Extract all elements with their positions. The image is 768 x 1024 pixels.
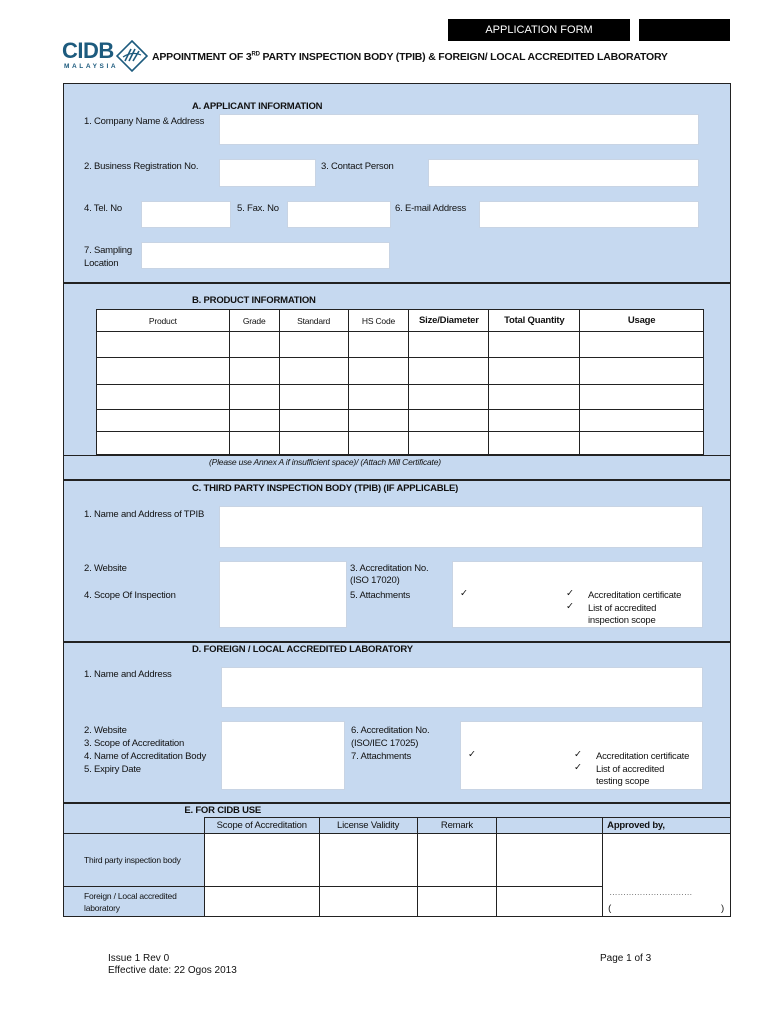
- table-cell[interactable]: [417, 834, 497, 887]
- label-tel-no: 4. Tel. No: [84, 203, 122, 214]
- label-tpib-website: 2. Website: [84, 563, 127, 574]
- table-cell[interactable]: [279, 358, 348, 385]
- business-registration-field[interactable]: [219, 159, 316, 187]
- cidb-logo: [62, 38, 150, 74]
- lab-attachment-accreditation-certificate: Accreditation certificate: [596, 751, 690, 762]
- header-black-box: [639, 19, 730, 41]
- table-cell[interactable]: [97, 432, 230, 455]
- section-e-heading: E. FOR CIDB USE: [204, 804, 730, 818]
- table-cell[interactable]: [409, 385, 489, 410]
- table-cell[interactable]: [229, 410, 279, 432]
- label-business-registration: 2. Business Registration No.: [84, 161, 199, 172]
- col-header-grade: Grade: [229, 310, 279, 332]
- footer-issue-rev: Issue 1 Rev 0: [108, 953, 170, 964]
- label-fax-no: 5. Fax. No: [237, 203, 279, 214]
- product-table: [96, 309, 704, 455]
- table-cell[interactable]: [409, 432, 489, 455]
- table-cell[interactable]: [489, 432, 580, 455]
- table-cell[interactable]: [580, 358, 704, 385]
- table-cell[interactable]: [348, 332, 409, 358]
- table-cell[interactable]: [580, 332, 704, 358]
- table-cell[interactable]: [229, 432, 279, 455]
- section-e-cidb-use-table: [63, 803, 731, 917]
- section-b-product-information: [63, 283, 731, 480]
- label-lab-attachments: 7. Attachments: [351, 751, 412, 762]
- label-lab-name-address: 1. Name and Address: [84, 669, 172, 680]
- table-row: [97, 385, 704, 410]
- table-cell[interactable]: [279, 385, 348, 410]
- table-cell[interactable]: [348, 410, 409, 432]
- table-cell[interactable]: [348, 358, 409, 385]
- section-c-heading: C. THIRD PARTY INSPECTION BODY (TPIB) (IF APPLICABLE): [192, 483, 459, 494]
- col-header-scope-of-accreditation: Scope of Accreditation: [204, 818, 319, 834]
- section-c-third-party-inspection-body: [63, 480, 731, 642]
- col-header-size-diameter: Size/Diameter: [409, 310, 489, 332]
- col-header-blank: [497, 818, 603, 834]
- table-cell[interactable]: [97, 410, 230, 432]
- table-cell[interactable]: [489, 385, 580, 410]
- signature-paren-close: ): [721, 903, 724, 914]
- logo-subtext: MALAYSIA: [64, 63, 119, 70]
- table-cell[interactable]: [409, 358, 489, 385]
- table-cell[interactable]: [497, 887, 603, 917]
- company-name-address-field[interactable]: [219, 114, 699, 145]
- label-scope-of-inspection: 4. Scope Of Inspection: [84, 590, 176, 601]
- row-label-third-party-inspection-body: Third party inspection body: [64, 834, 205, 887]
- form-title: APPOINTMENT OF 3RD PARTY INSPECTION BODY (TPIB) & FOREIGN/ LOCAL ACCREDITED LABORATORY: [152, 51, 668, 63]
- lab-attachment-list-of-scope: List of accredited testing scope: [596, 764, 665, 787]
- tpib-name-address-field[interactable]: [219, 506, 703, 548]
- col-header-license-validity: License Validity: [319, 818, 417, 834]
- tpib-list-checkmark-icon: ✓: [566, 601, 574, 612]
- product-table-note: (Please use Annex A if insufficient space)/ (Attach Mill Certificate): [209, 457, 441, 467]
- table-cell[interactable]: [580, 410, 704, 432]
- section-a-applicant-information: [63, 83, 731, 283]
- table-cell[interactable]: [409, 332, 489, 358]
- table-cell[interactable]: [229, 385, 279, 410]
- email-address-field[interactable]: [479, 201, 699, 228]
- lab-attachment-checkmark-icon: ✓: [468, 749, 476, 760]
- label-lab-accreditation: 6. Accreditation No. (ISO/IEC 17025) 7. Attachments: [351, 725, 430, 762]
- application-form-label: APPLICATION FORM: [448, 19, 630, 41]
- tpib-website-scope-field[interactable]: [219, 561, 347, 628]
- table-row: [97, 332, 704, 358]
- footer-effective-date: Effective date: 22 Ogos 2013: [108, 965, 237, 976]
- table-cell[interactable]: [204, 834, 319, 887]
- table-cell[interactable]: [279, 432, 348, 455]
- section-b-heading: B. PRODUCT INFORMATION: [192, 295, 316, 306]
- table-cell[interactable]: [580, 432, 704, 455]
- tpib-attachment-accreditation-certificate: Accreditation certificate: [588, 590, 682, 601]
- table-cell[interactable]: [580, 385, 704, 410]
- table-row: [97, 358, 704, 385]
- lab-name-address-field[interactable]: [221, 667, 703, 708]
- section-d-heading: D. FOREIGN / LOCAL ACCREDITED LABORATORY: [192, 644, 413, 655]
- sampling-location-field[interactable]: [141, 242, 390, 269]
- table-cell[interactable]: [348, 385, 409, 410]
- table-cell[interactable]: [229, 358, 279, 385]
- lab-cert-checkmark-icon: ✓: [574, 749, 582, 760]
- col-header-remark: Remark: [417, 818, 497, 834]
- table-cell[interactable]: [489, 410, 580, 432]
- table-cell[interactable]: [279, 332, 348, 358]
- lab-list-checkmark-icon: ✓: [574, 762, 582, 773]
- table-cell[interactable]: [497, 834, 603, 887]
- table-cell[interactable]: [489, 332, 580, 358]
- label-tpib-name-address: 1. Name and Address of TPIB: [84, 509, 205, 520]
- table-cell[interactable]: [97, 358, 230, 385]
- section-d-accredited-laboratory: [63, 642, 731, 803]
- product-note-divider: [64, 455, 730, 456]
- contact-person-field[interactable]: [428, 159, 699, 187]
- col-header-approved-by: Approved by,: [603, 818, 731, 834]
- footer-issue: [108, 953, 237, 977]
- col-header-standard: Standard: [279, 310, 348, 332]
- section-a-heading: A. APPLICANT INFORMATION: [192, 101, 323, 112]
- footer-page-number: Page 1 of 3: [600, 953, 652, 964]
- label-sampling-location: 7. Sampling Location: [84, 245, 132, 269]
- logo-emblem-icon: [116, 40, 148, 72]
- tpib-cert-checkmark-icon: ✓: [566, 588, 574, 599]
- col-header-usage: Usage: [580, 310, 704, 332]
- table-cell[interactable]: [204, 887, 319, 917]
- table-cell[interactable]: [319, 887, 417, 917]
- table-cell[interactable]: [229, 332, 279, 358]
- label-lab-website: 2. Website: [84, 725, 127, 736]
- table-cell[interactable]: [319, 834, 417, 887]
- col-header-total-quantity: Total Quantity: [489, 310, 580, 332]
- table-row: [97, 410, 704, 432]
- col-header-product: Product: [97, 310, 230, 332]
- signature-paren-open: (: [608, 903, 612, 914]
- table-row: [97, 432, 704, 455]
- label-accreditation-body: 4. Name of Accreditation Body: [84, 751, 206, 762]
- col-header-hs-code: HS Code: [348, 310, 409, 332]
- label-email-address: 6. E-mail Address: [395, 203, 467, 214]
- signature-line: …………………………: [609, 887, 693, 897]
- label-contact-person: 3. Contact Person: [321, 161, 394, 172]
- tpib-attachment-list-of-scope: List of accredited inspection scope: [588, 603, 657, 626]
- row-label-accredited-laboratory: Foreign / Local accredited laboratory: [64, 887, 205, 917]
- table-cell[interactable]: [489, 358, 580, 385]
- table-cell[interactable]: [97, 332, 230, 358]
- label-scope-of-accreditation: 3. Scope of Accreditation: [84, 738, 185, 749]
- table-cell[interactable]: [409, 410, 489, 432]
- label-tpib-attachments: 5. Attachments: [350, 590, 411, 601]
- fax-no-field[interactable]: [287, 201, 391, 228]
- tel-no-field[interactable]: [141, 201, 231, 228]
- logo-text: CIDB: [62, 38, 114, 63]
- label-expiry-date: 5. Expiry Date: [84, 764, 141, 775]
- approved-by-signature-cell[interactable]: [603, 834, 731, 917]
- lab-details-field[interactable]: [221, 721, 345, 790]
- table-row: [64, 834, 731, 887]
- table-cell[interactable]: [97, 385, 230, 410]
- tpib-attachment-checkmark-icon: ✓: [460, 588, 468, 599]
- label-lab-details: [84, 724, 206, 776]
- label-tpib-accreditation-no: 3. Accreditation No. (ISO 17020): [350, 563, 429, 586]
- table-cell[interactable]: [279, 410, 348, 432]
- table-cell[interactable]: [348, 432, 409, 455]
- label-company-name-address: 1. Company Name & Address: [84, 116, 205, 127]
- table-cell[interactable]: [417, 887, 497, 917]
